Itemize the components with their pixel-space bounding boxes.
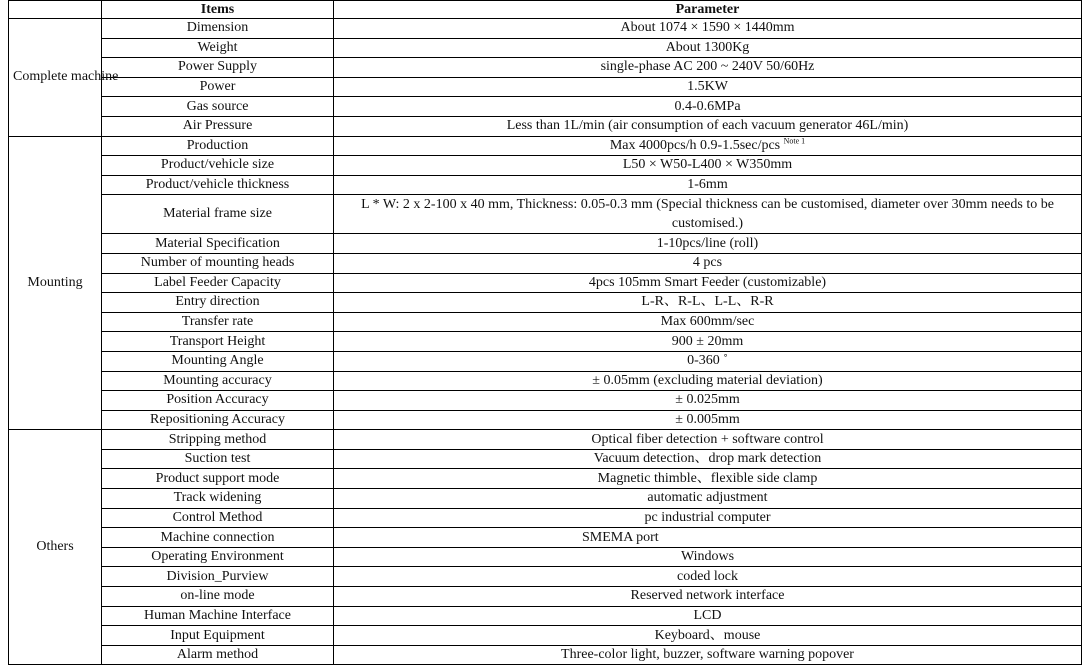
note-marker: Note 1 — [783, 136, 806, 146]
item-cell: Power — [102, 77, 334, 97]
item-cell: Dimension — [102, 19, 334, 39]
value-cell: Keyboard、mouse — [334, 626, 1082, 646]
value-cell: SMEMA port — [334, 528, 1082, 548]
value-cell: 0-360 ˚ — [334, 351, 1082, 371]
table-row — [9, 253, 1082, 273]
table-row — [9, 547, 1082, 567]
table-row — [9, 469, 1082, 489]
value-cell: 4 pcs — [334, 253, 1082, 273]
item-cell: Transfer rate — [102, 312, 334, 332]
item-cell: Product/vehicle size — [102, 156, 334, 176]
value-cell: Reserved network interface — [334, 587, 1082, 607]
item-cell: on-line mode — [102, 587, 334, 607]
value-cell: L-R、R-L、L-L、R-R — [334, 293, 1082, 313]
value-cell: LCD — [334, 606, 1082, 626]
item-cell: Product/vehicle thickness — [102, 175, 334, 195]
table-row — [9, 58, 1082, 78]
value-cell: Vacuum detection、drop mark detection — [334, 449, 1082, 469]
item-cell: Machine connection — [102, 528, 334, 548]
table-row — [9, 38, 1082, 58]
item-cell: Material frame size — [102, 195, 334, 234]
item-cell: Air Pressure — [102, 116, 334, 136]
table-row — [9, 528, 1082, 548]
value-cell: 1-6mm — [334, 175, 1082, 195]
item-cell: Stripping method — [102, 430, 334, 450]
item-cell: Division_Purview — [102, 567, 334, 587]
value-cell: L50 × W50-L400 × W350mm — [334, 156, 1082, 176]
item-cell: Label Feeder Capacity — [102, 273, 334, 293]
item-cell: Power Supply — [102, 58, 334, 78]
table-row — [9, 19, 1082, 39]
table-row — [9, 508, 1082, 528]
table-row — [9, 410, 1082, 430]
header-row — [9, 1, 1082, 19]
table-row — [9, 391, 1082, 411]
value-cell: 1.5KW — [334, 77, 1082, 97]
table-row — [9, 489, 1082, 509]
value-cell: Less than 1L/min (air consumption of each vacuum generator 46L/min) — [334, 116, 1082, 136]
item-cell: Suction test — [102, 449, 334, 469]
table-row — [9, 195, 1082, 234]
table-row — [9, 449, 1082, 469]
table-row — [9, 351, 1082, 371]
table-row — [9, 626, 1082, 646]
item-cell: Gas source — [102, 97, 334, 117]
header-parameter: Parameter — [334, 1, 1082, 19]
group-label-others: Others — [9, 430, 102, 665]
table-row — [9, 175, 1082, 195]
table-row — [9, 606, 1082, 626]
value-cell: single-phase AC 200 ~ 240V 50/60Hz — [334, 58, 1082, 78]
spec-table — [8, 0, 1082, 665]
item-cell: Weight — [102, 38, 334, 58]
value-cell: ± 0.025mm — [334, 391, 1082, 411]
item-cell: Product support mode — [102, 469, 334, 489]
table-row — [9, 77, 1082, 97]
table-row — [9, 156, 1082, 176]
item-cell: Material Specification — [102, 234, 334, 254]
value-cell: Three-color light, buzzer, software warning popover — [334, 645, 1082, 665]
table-row — [9, 273, 1082, 293]
item-cell: Number of mounting heads — [102, 253, 334, 273]
item-cell: Mounting Angle — [102, 351, 334, 371]
value-cell: L * W: 2 x 2-100 x 40 mm, Thickness: 0.05-0.3 mm (Special thickness can be customised, diameter over 30mm needs to be customised.) — [334, 195, 1082, 234]
item-cell: Entry direction — [102, 293, 334, 313]
table-row — [9, 293, 1082, 313]
value-cell: automatic adjustment — [334, 489, 1082, 509]
item-cell: Position Accuracy — [102, 391, 334, 411]
table-row — [9, 234, 1082, 254]
item-cell: Human Machine Interface — [102, 606, 334, 626]
header-items: Items — [102, 1, 334, 19]
production-value: Max 4000pcs/h 0.9-1.5sec/pcs — [609, 137, 781, 153]
value-cell: Windows — [334, 547, 1082, 567]
value-cell: Magnetic thimble、flexible side clamp — [334, 469, 1082, 489]
value-cell: 4pcs 105mm Smart Feeder (customizable) — [334, 273, 1082, 293]
group-label-mounting: Mounting — [9, 136, 102, 430]
value-cell: coded lock — [334, 567, 1082, 587]
group-label-complete-machine: Complete machine — [9, 19, 102, 137]
value-cell: Max 600mm/sec — [334, 312, 1082, 332]
table-row — [9, 332, 1082, 352]
item-cell: Track widening — [102, 489, 334, 509]
value-cell: ± 0.05mm (excluding material deviation) — [334, 371, 1082, 391]
table-row — [9, 371, 1082, 391]
value-cell: About 1300Kg — [334, 38, 1082, 58]
value-cell: About 1074 × 1590 × 1440mm — [334, 19, 1082, 39]
item-cell: Repositioning Accuracy — [102, 410, 334, 430]
item-cell: Production — [102, 136, 334, 156]
table-row — [9, 116, 1082, 136]
table-row — [9, 587, 1082, 607]
header-blank — [9, 1, 102, 19]
table-row — [9, 645, 1082, 665]
item-cell: Alarm method — [102, 645, 334, 665]
table-row — [9, 430, 1082, 450]
table-row — [9, 97, 1082, 117]
value-cell: Optical fiber detection + software control — [334, 430, 1082, 450]
item-cell: Transport Height — [102, 332, 334, 352]
value-cell: 900 ± 20mm — [334, 332, 1082, 352]
item-cell: Mounting accuracy — [102, 371, 334, 391]
table-row — [9, 567, 1082, 587]
value-cell: ± 0.005mm — [334, 410, 1082, 430]
table-row — [9, 312, 1082, 332]
value-cell — [334, 136, 1082, 156]
item-cell: Input Equipment — [102, 626, 334, 646]
value-cell: pc industrial computer — [334, 508, 1082, 528]
table-row — [9, 136, 1082, 156]
item-cell: Control Method — [102, 508, 334, 528]
value-cell: 0.4-0.6MPa — [334, 97, 1082, 117]
item-cell: Operating Environment — [102, 547, 334, 567]
value-cell: 1-10pcs/line (roll) — [334, 234, 1082, 254]
